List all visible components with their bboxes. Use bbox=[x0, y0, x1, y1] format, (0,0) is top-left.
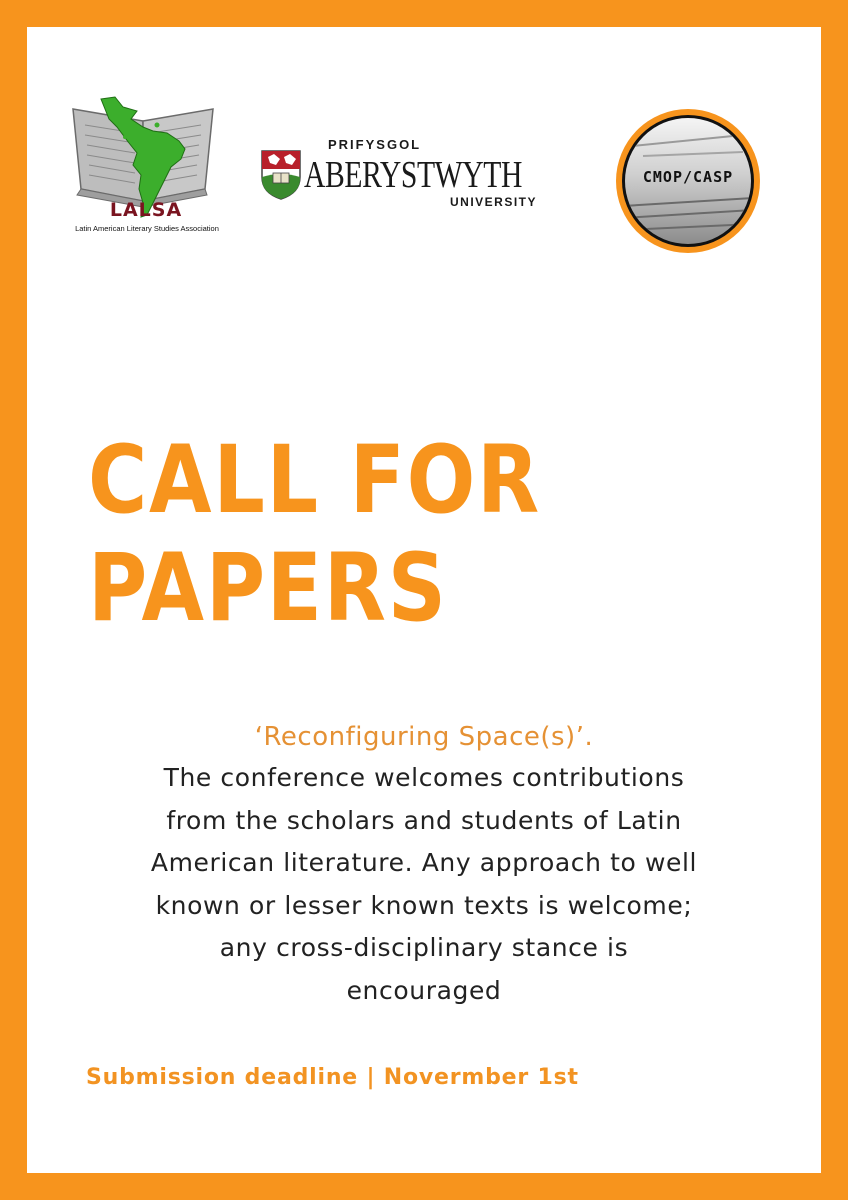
submission-deadline: Submission deadline | Novermber 1st bbox=[86, 1065, 579, 1090]
description-line: from the scholars and students of Latin bbox=[166, 805, 682, 835]
description-line: American literature. Any approach to well bbox=[150, 848, 698, 877]
conference-description bbox=[27, 757, 821, 1012]
description-line: any cross-disciplinary stance is bbox=[219, 933, 629, 962]
headline-line-2: PAPERS bbox=[88, 534, 448, 643]
aberystwyth-logo bbox=[260, 135, 560, 235]
headline-line-1: CALL FOR bbox=[88, 426, 542, 535]
lalsa-subtitle: Latin American Literary Studies Association bbox=[75, 224, 219, 233]
lalsa-name: LALSA bbox=[109, 199, 183, 221]
lalsa-logo bbox=[67, 91, 227, 267]
poster bbox=[27, 27, 821, 1173]
description-line: encouraged bbox=[346, 975, 502, 1005]
description-line: known or lesser known texts is welcome; bbox=[155, 890, 693, 920]
cmop-casp-text: CMOP/CASP bbox=[642, 168, 734, 186]
headline bbox=[88, 427, 541, 643]
conference-title: ‘Reconfiguring Space(s)’. bbox=[254, 722, 594, 752]
aberystwyth-name: ABERYSTWYTH bbox=[304, 154, 523, 196]
aberystwyth-shield-icon bbox=[260, 149, 302, 201]
aberystwyth-prefix: PRIFYSGOL bbox=[328, 137, 422, 152]
cmop-casp-logo bbox=[613, 106, 763, 256]
body-block bbox=[27, 717, 821, 1012]
description-line: The conference welcomes contributions bbox=[163, 763, 685, 792]
aberystwyth-suffix: UNIVERSITY bbox=[450, 195, 538, 209]
